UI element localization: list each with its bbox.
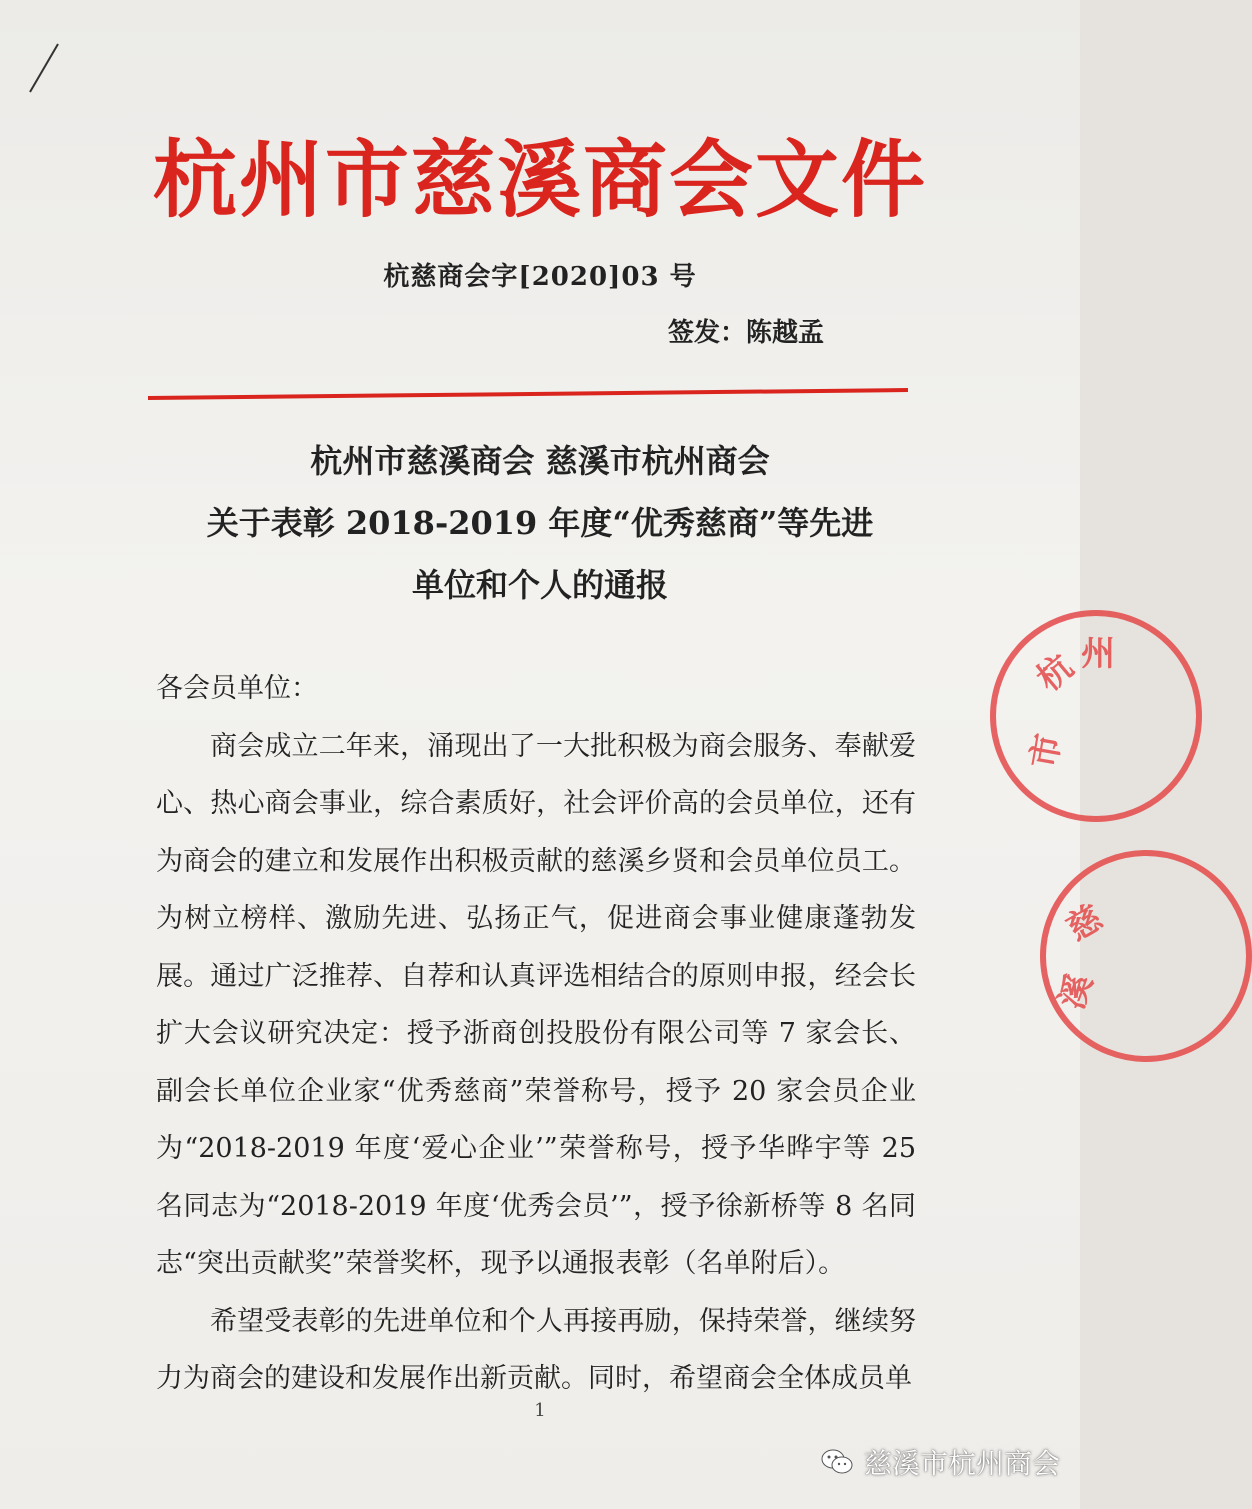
pen-stroke-mark bbox=[18, 40, 78, 100]
page-number: 1 bbox=[534, 1400, 546, 1421]
signer-line: 签发：陈越孟 bbox=[668, 318, 825, 348]
red-divider bbox=[148, 388, 908, 400]
body-paragraph-1: 商会成立二年来，涌现出了一大批积极为商会服务、奉献爱心、热心商会事业，综合素质好，社会评价高的会员单位，还有为商会的建立和发展作出积极贡献的慈溪乡贤和会员单位员工。为树立榜样、激励先进、弘扬正气，促进商会事业健康蓬勃发展。通过广泛推荐、自荐和认真评选相结合的原则申报，经会长扩大会议研究决定：授予浙商创投股份有限公司等 7 家会长、副会长单位企业家“优秀慈商”荣誉称号，授予 20 家会员企业为“2018-2019 年度‘爱心企业’”荣誉称号，授予华晔宇等 25 名同志为“2018-2019 年度‘优秀会员’”，授予徐新桥等 8 名同志“突出贡献奖”荣誉奖杯，现予以通报表彰（名单附后）。 bbox=[156, 730, 916, 1279]
notice-title bbox=[130, 430, 950, 616]
salutation: 各会员单位： bbox=[156, 673, 318, 704]
document-header-title: 杭州市慈溪商会文件 bbox=[152, 131, 927, 229]
notice-body bbox=[156, 660, 916, 1408]
notice-title-line-2: 关于表彰 2018-2019 年度“优秀慈商”等先进 bbox=[206, 504, 874, 542]
wechat-icon bbox=[820, 1447, 854, 1477]
account-watermark bbox=[820, 1440, 1060, 1484]
document-number: 杭慈商会字[2020]03 号 bbox=[383, 262, 697, 292]
watermark-text: 慈溪市杭州商会 bbox=[864, 1447, 1061, 1480]
notice-title-line-1: 杭州市慈溪商会 慈溪市杭州商会 bbox=[310, 442, 770, 480]
notice-title-line-3: 单位和个人的通报 bbox=[411, 566, 668, 604]
official-seal: 杭 州 市 bbox=[990, 610, 1202, 822]
official-seal-2: 慈 溪 bbox=[1040, 850, 1252, 1062]
body-paragraph-2: 希望受表彰的先进单位和个人再接再励，保持荣誉，继续努力为商会的建设和发展作出新贡献。同时，希望商会全体成员单 bbox=[156, 1305, 916, 1394]
